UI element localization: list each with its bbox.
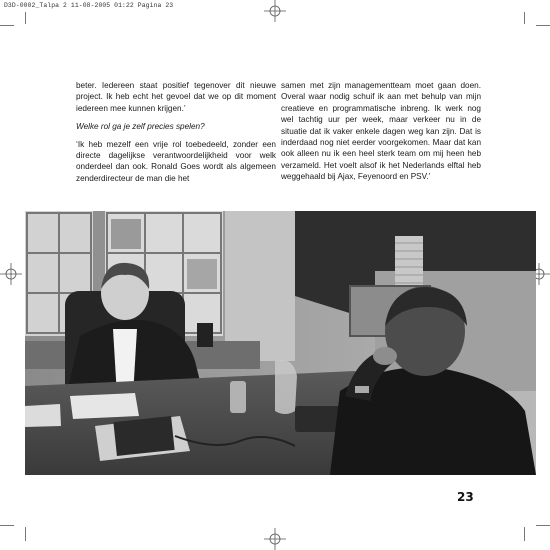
paragraph: ‘Ik heb mezelf een vrije rol toebedeeld, zonder een directe dagelijkse verantwoordelijkheid voor welk onderdeel dan ook. Ronald Goes wordt als algemeen zenderdirecteur de man die het	[76, 139, 276, 183]
interview-question: Welke rol ga je zelf precies spelen?	[76, 121, 205, 131]
paragraph: beter. Iedereen staat positief tegenover dit nieuwe project. Ik heb echt het gevoel dat we op dit moment iedereen mee kunnen krijgen.’	[76, 81, 276, 113]
text-column-right	[281, 80, 481, 189]
registration-mark-top	[264, 0, 286, 22]
registration-mark-left	[0, 263, 22, 285]
paragraph: samen met zijn managementteam moet gaan doen. Overal waar nodig schuif ik aan met behulp van mijn creatieve en programmatische inbreng. Ik werk nog wel tachtig uur per week, maar verkeer nu in de situatie dat ik vaker enkele dagen weg kan zijn. Dat is inderdaad nog niet eerder voorgekomen. Maar dat kan ook alleen nu ik een heel sterk team om mij heen heb verzameld. Het voelt alsof ik het Nederlands elftal heb weggehaald bij Ajax, Feyenoord en PSV.’	[281, 81, 481, 182]
text-column-left	[76, 80, 276, 191]
print-slug: D3D-0002_Talpa 2 11-08-2005 01:22 Pagina 23	[4, 2, 174, 9]
registration-mark-bottom	[264, 528, 286, 550]
page-number: 23	[457, 490, 474, 504]
meeting-photo	[25, 211, 536, 475]
